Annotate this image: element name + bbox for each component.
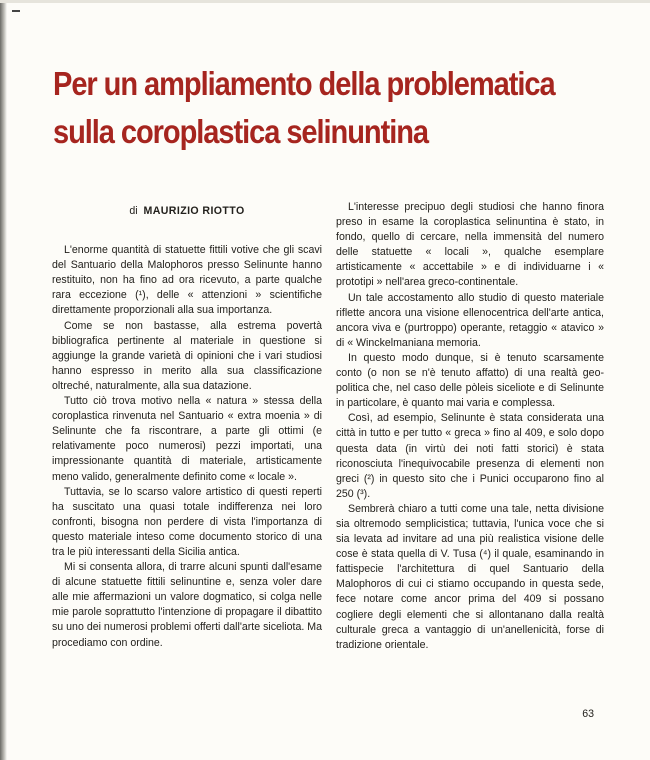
left-paragraph-1: L'enorme quantità di statuette fittili votive che gli scavi del Santuario della Malophoros presso Selinunte hanno restituito, non ha fino ad ora ricevuto, a parte qualche rara eccezione (¹), delle « attenzioni » scientifiche direttamente proporzionali alla sua importanza.: [52, 244, 322, 317]
byline: [52, 200, 322, 219]
right-paragraph-4: Così, ad esempio, Selinunte è stata considerata una città in tutto e per tutto « greca » fino al 409, e solo dopo questa data (in virtù dei noti fatti storici) è stata riconosciuta l'inequivocabile presenza di elementi non greci (²) in questo sito che i Punici occuparono fino al 250 (³).: [336, 412, 604, 500]
article-title: [53, 60, 555, 156]
crop-mark: [12, 10, 20, 12]
left-paragraph-3: Tutto ciò trova motivo nella « natura » stessa della coroplastica rinvenuta nel Santuario « extra moenia » di Selinunte che fa riscontrare, a parte gli ottimi (e relativamente poco numerosi) pezzi importati, una impressionante quantità di materiale, artisticamente meno valido, generalmente definito come « locale ».: [52, 395, 322, 483]
left-paragraph-2: Come se non bastasse, alla estrema povertà bibliografica pertinente al materiale in questione si aggiunge la grande varietà di opinioni che i vari studiosi hanno espresso in merito alla sua classificazione oltreché, naturalmente, alla sua datazione.: [52, 319, 322, 392]
right-paragraph-5: Sembrerà chiaro a tutti come una tale, netta divisione sia oltremodo semplicistica; tuttavia, l'unica voce che si sia levata ad invitare ad una più realistica visione delle cose è stata quella di V. Tusa (⁴) il quale, esaminando in fattispecie l'architettura di quel Santuario della Malophoros di cui ci stiamo occupando in questa sede, fece notare come ancor prima del 409 si possano cogliere degli elementi che si allontanano dalla realtà culturale greca a vantaggio di un'anellenicità, forse di tradizione orientale.: [336, 502, 604, 651]
scan-edge-shadow: [0, 0, 7, 760]
article-title-line-2: sulla coroplastica selinuntina: [53, 113, 429, 150]
left-column: [52, 200, 322, 651]
right-paragraph-3: In questo modo dunque, si è tenuto scarsamente conto (o non se n'è tenuto affatto) di una realtà geo-politica che, nel caso delle pòleis siceliote e di Selinunte in particolare, è quanto mai varia e complessa.: [336, 351, 604, 410]
left-paragraph-5: Mi si consenta allora, di trarre alcuni spunti dall'esame di alcune statuette fittili selinuntine e, senza voler dare alle mie affermazioni un valore dogmatico, si colga nelle mie parole soprattutto l'intenzione di propagare il dibattito su uno dei numerosi problemi offerti dall'arte siceliota. Ma procediamo con ordine.: [52, 561, 322, 649]
article-title-line-1: Per un ampliamento della problematica: [53, 65, 555, 102]
author-name: MAURIZIO RIOTTO: [143, 205, 245, 217]
byline-prefix: di: [129, 205, 138, 217]
right-paragraph-2: Un tale accostamento allo studio di questo materiale riflette ancora una visione ellenocentrica dell'arte antica, ancora viva e (purtroppo) operante, retaggio « atavico » di « Winckelmaniana memoria.: [336, 291, 604, 349]
scan-top-edge: [0, 0, 650, 3]
right-column: [336, 200, 604, 653]
page-number: 63: [582, 708, 594, 720]
left-paragraph-4: Tuttavia, se lo scarso valore artistico di questi reperti ha suscitato una quasi totale indifferenza nei loro confronti, bisogna non perdere di vista l'importanza di questo materiale inteso come documento storico di una tra le più interessanti della Sicilia antica.: [52, 485, 322, 558]
right-paragraph-1: L'interesse precipuo degli studiosi che hanno finora preso in esame la coroplastica selinuntina è stato, in fondo, quello di cercare, nella immensità del numero delle statuette « locali », qualche esemplare artisticamente « accettabile » e di individuarne i « prototipi » nell'area greco-continentale.: [336, 201, 604, 289]
